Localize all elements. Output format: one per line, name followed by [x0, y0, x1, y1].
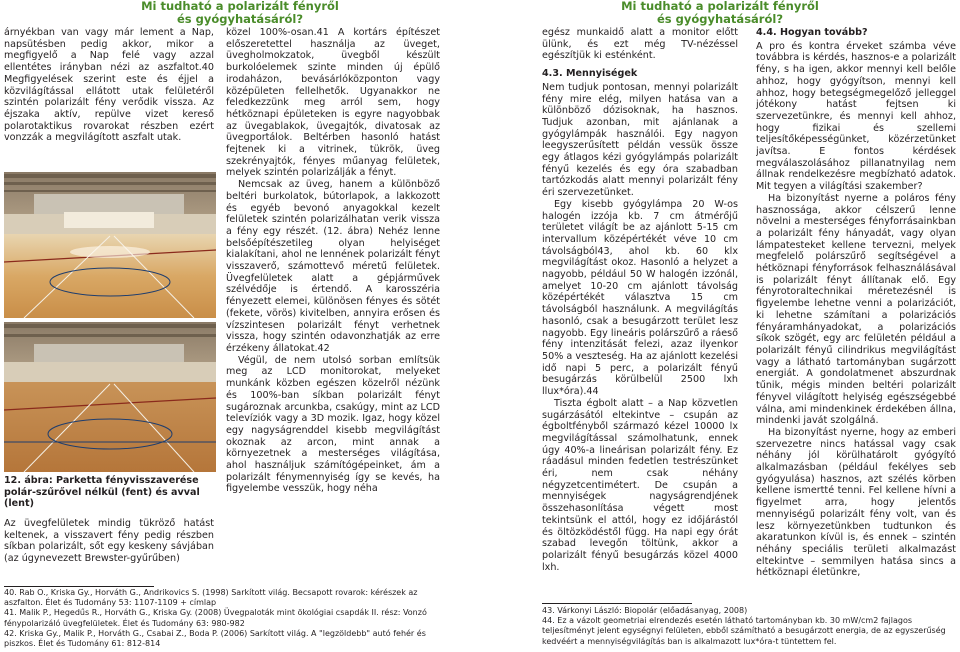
- header-line-2: és gyógyhatásáról?: [656, 12, 783, 26]
- paragraph: Az üvegfelületek mindig tükröző hatást keltenek, a visszavert fény pedig részben síkban polarizált, sőt egy keskeny sávjában (az úgynevezett Brewster-gyűrűben): [4, 518, 214, 565]
- footnote-divider: [4, 586, 154, 587]
- figure-caption: 12. ábra: Parketta fényvisszaverése polár-szűrővel nélkül (fent) és avval (lent): [4, 475, 200, 510]
- gym-floor-photo: [4, 172, 216, 472]
- header-line-2: és gyógyhatásáról?: [176, 12, 303, 26]
- paragraph: Tiszta égbolt alatt – a Nap közvetlen sugárzásától eltekintve – csupán az égboltfényből származó kézel 10000 lx megvilágítással számolhatunk, ennek úgy 40%-a lineárisan polarizált fény. Ez ráadásul minden fedetlen testrészünket éri, nem csak néhány négyzetcentimétert. De csupán a mennyiségek nagyságrendjének összehasonlítása végett most tekintsünk el attól, hogy ez időjárástól és öltözködéstől függ. Ha napi egy órát szabad levegőn töltünk, akkor a polarizált fényű besugárzás közel 4000 lxh.: [542, 397, 738, 573]
- gym-floor-image: [4, 172, 216, 472]
- footnote: 44. Ez a vázolt geometriai elrendezés esetén látható tartományban kb. 30 mW/cm2 fajlagos teljesítményt jelent egységnyi felületen, ebből számítható a besugárzott energia, de az egyszerűség kedvéért a mennyiségvilágítás ban is alkalmazott lux*óra-t tüntettem fel.: [542, 616, 946, 646]
- paragraph: egész munkaidő alatt a monitor előtt ülünk, és ezt még TV-nézéssel egészítjük ki esténként.: [542, 27, 738, 62]
- footnotes-right: [542, 606, 956, 647]
- section-heading: 4.4. Hogyan tovább?: [756, 27, 868, 38]
- paragraph: Egy kisebb gyógylámpa 20 W-os halogén izzója kb. 7 cm átmérőjű területet világít be az ajánlott 5-15 cm intervallum középértékét véve 10 cm távolságból43, ahol kb. 60 klx megvilágítást okoz. Hasonló a helyzet a nagyobb, például 50 W halogén izzónál, amelyet 10-20 cm ajánlott távolság középértékét választva 15 cm távolságból használunk. A megvilágítás hasonló, csak a besugárzott terület lesz nagyobb. Egy lineáris polárszűrő a ráeső fény intenzitását felezi, azaz ilyenkor 50% a veszteség. Ha az ajánlott kezelési idő napi 5 perc, a polarizált fényű besugárzás körülbelül 2500 lxh llux*óra).44: [542, 198, 738, 398]
- paragraph: Ha bizonyítást nyerne a poláros fény hasznossága, akkor célszerű lenne növelni a mesterséges fényforrásainkban a polarizált fény hányadát, vagy olyan lámpatesteket kellene tervezni, melyek megfelelő polárszűrő segítségével a hétköznapi fényforrások felhasználásával is polarizált fényt állítanak elő. Egy fényrotoraltechnikai méretezésnél is figyelembe lehetne venni a polarizációt, ki lehetne számítani a polarizációs fényáramhányadokat, a polarizációs síkok szögét, egy arc felületén például a polarizált fényű cilindrikus megvilágítást vagy a látható tartományban sugárzott energiát. A gondolatmenet abszurdnak tűnik, mégis minden beltéri polarizált fényvel világított helyiség egészségebbé válna, ami mindenkinek érdekében állna, mindenki javát szolgálná.: [756, 192, 956, 427]
- header-line-1: Mi tudható a polarizált fényről: [621, 0, 819, 13]
- paragraph: Nemcsak az üveg, hanem a különböző beltéri burkolatok, bútorlapok, a lakkozott és egyéb bevonó anyagokkal kezelt felületek szintén polarizálhatan verik vissza a fény egy részét. (12. ábra) Nehéz lenne belsőépítészetileg olyan helyiséget kialakítani, ahol ne lennének polarizált fényt visszaverő, számottevő méretű felületek. Üvegfelületek alatt a gépjárművek szélvédője is értendő. A karosszéria fényezett elemei, különösen fényes és sötét (fekete, vörös) kivitelben, annyira erősen és vízszintesen polarizált fényt verhetnek vissza, hogy szintén odavonzhatják az erre érzékeny állatokat.42: [226, 179, 440, 354]
- column-1-bottom: [4, 518, 214, 565]
- running-header-left: [0, 0, 480, 26]
- column-2: [226, 27, 440, 585]
- footnote: 43. Várkonyi László: Biopolár (előadásanyag, 2008): [542, 606, 748, 615]
- footnote: 40. Rab O., Kriska Gy., Horváth G., Andrikovics S. (1998) Sarkított világ. Becsapott rovarok: kérészek az aszfalton. Élet és Tudomány 53: 1107-1109 + címlap: [4, 588, 418, 608]
- footnote: 42. Kriska Gy., Malik P., Horváth G., Csabai Z., Boda P. (2006) Sarkított világ. A "legzöldebb" autó fehér és piszkos. Élet és Tudomány 61: 812-814: [4, 628, 426, 649]
- paragraph: közel 100%-osan.41 A kortárs építészet előszeretettel használja az üveget, üvegholmokzatok, üvegből készült burkolóelemek szinte minden új épülő irodaházon, bevásárlóközponton vagy középületen fellelhetők. Ugyanakkor ne feledkezzünk meg arról sem, hogy hétköznapi épületeken is egyre nagyobbak az üvegablakok, üvegajtók, divatosak az üvegportálok. Beltérben hasonló hatást fejtenek ki a vitrinek, tükrök, üveg szekrényajtók, fényes műanyag felületek, melyek szintén polarizálják a fényt.: [226, 27, 440, 179]
- paragraph: Végül, de nem utolsó sorban említsük meg az LCD monitorokat, melyeket munkánk közben egészen közelről nézünk és 100%-ban síkban polarizált fényt sugároznak arcunkba, csakúgy, mint az LCD televíziók vagy a 3D mozik. Igaz, hogy közel egy nagyságrenddel kisebb megvilágítást okoznak az arcon, mint annak a környezetnek a mesterséges világítása, ahol használjuk számítógépeinket, ám a polarizált fénymennyiség így se kevés, ha figyelembe vesszük, hogy néha: [226, 354, 440, 495]
- paragraph: Nem tudjuk pontosan, mennyi polarizált fény mire elég, milyen hatása van a különböző dózisoknak, ha hasznos. Tudjuk azonban, mit ajánlanak a gyógylámpák használói. Egy nagyon leegyszerűsített példán vessük össze egy átlagos kézi gyógylámpás polarizált fényű kezelés és egy óra szabadban tartózkodás alatt mennyi polarizált fény éri szervezetünket.: [542, 81, 738, 199]
- footnotes-left: [4, 588, 444, 649]
- column-3: [542, 27, 738, 587]
- running-header-right: [480, 0, 960, 26]
- footnote-divider: [542, 603, 692, 604]
- column-1-top: [4, 27, 214, 144]
- paragraph: árnyékban van vagy már lement a Nap, napsütésben pedig akkor, mikor a megfigyelő a Nap felé vagy azzal ellentétes irányban nézi az aszfaltot.40 Megfigyelések szerint este és éjjel a közvilágítással ellátott utak felületéről szintén polarizált fény verődik vissza. Az éjszaka aktív, repülve vizet kereső polarotaktikus rovarokat részben ezért vonzzák a megvilágított aszfalt utak.: [4, 27, 214, 144]
- footnote: 41. Malik P., Hegedűs R., Horváth G., Kriska Gy. (2008) Üvegpaloták mint ökológiai csapdák II. rész: Vonzó fénypolarizáló üvegfelületek. Élet és Tudomány 63: 980-982: [4, 608, 427, 628]
- column-4: [756, 27, 956, 597]
- header-line-1: Mi tudható a polarizált fényről: [141, 0, 339, 13]
- paragraph: Ha bizonyítást nyerne, hogy az emberi szervezetre nincs hatással vagy csak néhány jól körülhatárolt gyógyító alkalmazásban (például fekélyes seb gyógyulása) hasznos, azt szélés körben kellene ismertté tenni. Fel kellene hívni a figyelmet arra, hogy jelentős mennyiségű polarizált fény volt, van és lesz környezetünkben tudtunkon és akaratunkon kívül is, és ennek – szintén néhány speciális területi alkalmazást eltekintve – semmilyen hatása sincs a hétköznapi életünkre,: [756, 426, 956, 579]
- section-heading: 4.3. Mennyiségek: [542, 68, 638, 80]
- paragraph: A pro és kontra érveket számba véve továbbra is kérdés, hasznos-e a polarizált fény, s ha igen, akkor mennyi kell belőle ahhoz, hogy gyógyítson, mennyi kell ahhoz, hogy betegségmegelőző jelleggel jótékony hatást fejtsen ki szervezetünkre, és mennyi kell ahhoz, hogy fizikai és szellemi teljesítőképességünket, közérzetünket javítsa. E fontos kérdések megválaszolásához pillanatnyilag nem állnak rendelkezésre megbízható adatok. Mit tegyen a világítási szakember?: [756, 40, 956, 193]
